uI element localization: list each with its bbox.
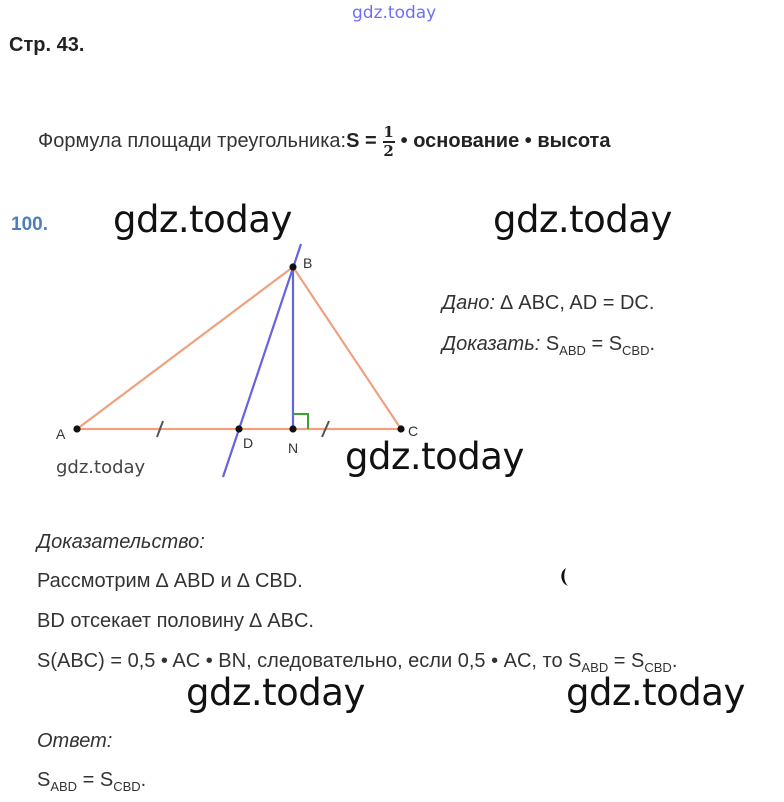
- given-label: Дано:: [442, 292, 495, 314]
- watermark-small: gdz.today: [56, 457, 146, 478]
- page-number: Стр. 43.: [9, 34, 85, 56]
- watermark-big-5: gdz.today: [566, 671, 745, 714]
- side-ab: [77, 267, 293, 429]
- task-number: 100.: [11, 214, 48, 235]
- fraction-numerator: 1: [383, 123, 394, 141]
- label-a: A: [56, 426, 66, 442]
- answer-line: [37, 769, 146, 794]
- moon-icon: [560, 568, 568, 586]
- proof-line-3-sub1: ABD: [581, 660, 609, 675]
- watermark-top: gdz.today: [352, 3, 437, 23]
- point-a: [73, 425, 80, 432]
- watermark-big-2: gdz.today: [493, 198, 672, 241]
- formula-s-eq: S =: [346, 130, 377, 153]
- prove-label: Доказать:: [442, 333, 541, 355]
- prove-statement: [442, 333, 655, 358]
- prove-eq: = S: [585, 333, 623, 355]
- answer-sub1: ABD: [50, 779, 78, 794]
- proof-line-3-end: .: [671, 650, 678, 672]
- point-n: [289, 425, 296, 432]
- label-b: B: [303, 255, 313, 271]
- point-c: [397, 425, 404, 432]
- formula-text: Формула площади треугольника:: [38, 130, 347, 153]
- label-n: N: [288, 440, 299, 456]
- point-b: [289, 263, 296, 270]
- proof-line-2: BD отсекает половину ∆ ABC.: [37, 610, 314, 632]
- proof-line-3-main: S(ABC) = 0,5 • AC • BN, следовательно, если 0,5 • AC, то S: [37, 650, 582, 672]
- proof-line-3: [37, 650, 677, 675]
- prove-end: .: [649, 333, 656, 355]
- prove-sub1: ABD: [559, 343, 586, 358]
- prove-s1: S: [545, 333, 560, 355]
- answer-end: .: [140, 769, 147, 791]
- given-text: ∆ ABC, AD = DC.: [494, 292, 655, 314]
- fraction-denominator: 2: [383, 141, 394, 160]
- side-bc: [293, 267, 401, 429]
- given-statement: [442, 292, 654, 315]
- watermark-big-1: gdz.today: [113, 198, 292, 241]
- answer-sub2: CBD: [113, 779, 141, 794]
- proof-line-3-eq: = S: [608, 650, 645, 672]
- point-d: [235, 425, 242, 432]
- answer-s1: S: [37, 769, 51, 791]
- formula-rest: • основание • высота: [400, 130, 611, 153]
- proof-heading: Доказательство:: [37, 531, 205, 553]
- answer-eq: = S: [77, 769, 114, 791]
- prove-sub2: CBD: [622, 343, 650, 358]
- proof-line-3-sub2: CBD: [644, 660, 672, 675]
- proof-line-1: Рассмотрим ∆ ABD и ∆ CBD.: [37, 570, 303, 592]
- watermark-big-4: gdz.today: [186, 671, 365, 714]
- label-d: D: [243, 435, 254, 451]
- label-c: C: [408, 423, 419, 439]
- watermark-big-3: gdz.today: [345, 435, 524, 478]
- answer-heading: Ответ:: [37, 730, 113, 752]
